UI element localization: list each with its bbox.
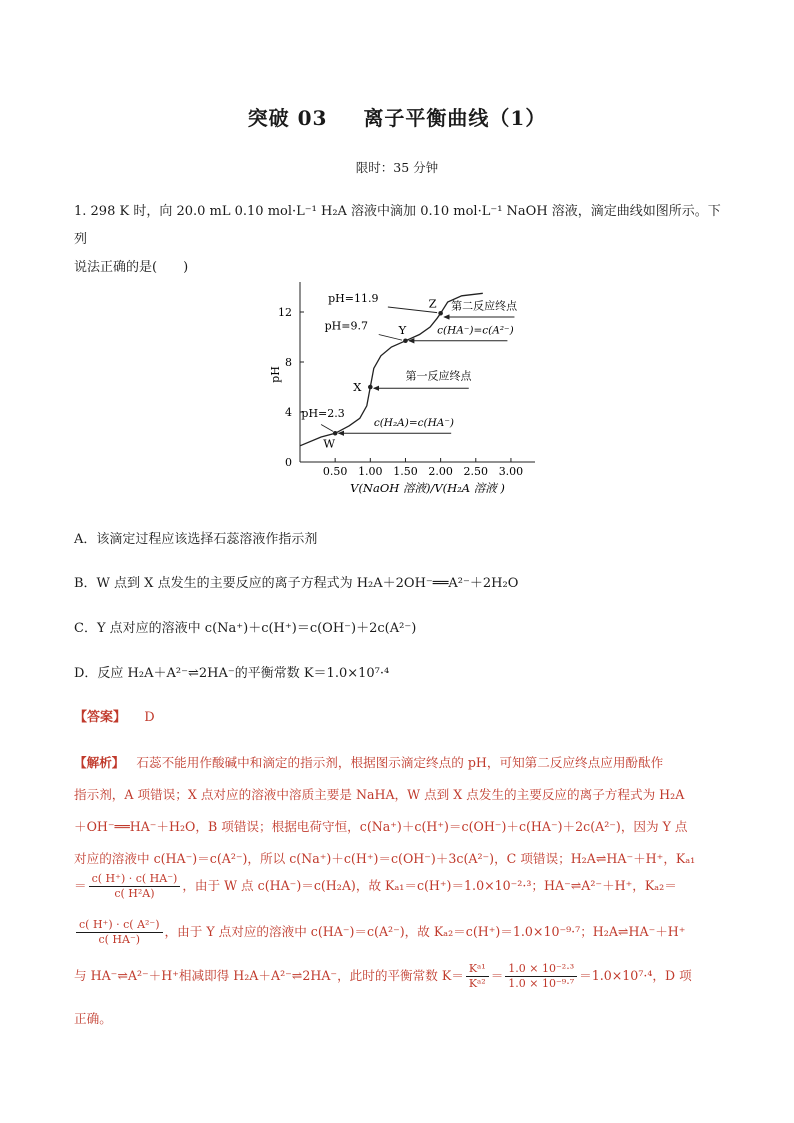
fraction-ka2: $\frac{\text{c( H⁺) · c( A²⁻)}}{c( HA^-)}$ bbox=[76, 918, 163, 947]
annotation-w-equality: c(H₂A)=c(HA⁻) bbox=[373, 416, 455, 429]
question-stem bbox=[74, 198, 724, 282]
option-c: C．Y 点对应的溶液中 c(Na⁺)＋c(H⁺)＝c(OH⁻)＋2c(A²⁻) bbox=[74, 621, 417, 636]
annotation-y-equality: c(HA⁻)=c(A²⁻) bbox=[437, 324, 514, 337]
y-tick-label: 12 bbox=[278, 306, 292, 319]
x-axis-label: V(NaOH 溶液)/V(H₂A 溶液 ) bbox=[350, 481, 505, 495]
analysis-line2: 指示剂，A 项错误；X 点对应的溶液中溶质主要是 NaHA，W 点到 X 点发生的主要反应的离子方程式为 H₂A bbox=[74, 787, 685, 802]
time-limit: 限时：35 分钟 bbox=[355, 160, 439, 175]
analysis-label: 【解析】 bbox=[74, 755, 125, 770]
answer-value: D bbox=[144, 710, 155, 725]
annotation-line-w bbox=[321, 425, 333, 432]
annotation-ph-11-9: pH=11.9 bbox=[328, 292, 379, 305]
x-tick-label: 3.00 bbox=[498, 465, 524, 478]
annotation-first-end: 第一反应终点 bbox=[405, 369, 472, 383]
y-tick-label: 0 bbox=[285, 456, 292, 469]
titration-chart bbox=[270, 280, 540, 500]
titration-chart-svg bbox=[270, 280, 540, 500]
answer-line bbox=[74, 706, 155, 725]
fraction-k-values: $\frac{\text{1.0 × 10⁻²·³}}{\text{1.0 × 10⁻⁹·⁷}}$ bbox=[505, 962, 577, 991]
question-line2: 说法正确的是( ) bbox=[74, 260, 189, 275]
question-line1: 1. 298 K 时，向 20.0 mL 0.10 mol·L⁻¹ H₂A 溶液中滴加 0.10 mol·L⁻¹ NaOH 溶液，滴定曲线如图所示。下列 bbox=[74, 204, 721, 247]
x-tick-label: 2.00 bbox=[428, 465, 453, 478]
analysis-line7: 与 HA⁻⇌A²⁻＋H⁺相减即得 H₂A＋A²⁻⇌2HA⁻，此时的平衡常数 K＝ $\frac{\text{Kᵃ¹}}{\text{Kᵃ²}}$ ＝ $\frac{\text{1.0 × 10⁻²·³}}{\text{1.0 × 10⁻⁹·⁷}}$ ＝1.0×10⁷·⁴，D 项 bbox=[74, 962, 692, 990]
analysis-line4: 对应的溶液中 c(HA⁻)＝c(A²⁻)，所以 c(Na⁺)＋c(H⁺)＝c(OH⁻)＋3c(A²⁻)，C 项错误；H₂A⇌HA⁻＋H⁺，Kₐ₁ bbox=[74, 851, 696, 866]
point-label-x: X bbox=[353, 380, 362, 394]
point-z bbox=[438, 311, 443, 316]
title-part2: 离子平衡曲线（1） bbox=[363, 106, 547, 130]
fraction-k-ratio: $\frac{\text{Kᵃ¹}}{\text{Kᵃ²}}$ bbox=[466, 962, 489, 991]
analysis-line3: ＋OH⁻══HA⁻＋H₂O，B 项错误；根据电荷守恒，c(Na⁺)＋c(H⁺)＝c(OH⁻)＋c(HA⁻)＋2c(A²⁻)，因为 Y 点 bbox=[74, 819, 688, 834]
analysis-line6: $\frac{\text{c( H⁺) · c( A²⁻)}}{c( HA^-)}$ ，由于 Y 点对应的溶液中 c(HA⁻)＝c(A²⁻)，故 Kₐ₂＝c(H⁺)＝1.0×10⁻⁹·⁷；H₂A⇌HA⁻＋H⁺ bbox=[74, 918, 685, 947]
x-tick-label: 1.50 bbox=[393, 465, 418, 478]
point-y bbox=[403, 338, 408, 343]
annotation-ph-9-7: pH=9.7 bbox=[324, 319, 368, 333]
point-label-y: Y bbox=[398, 322, 407, 337]
y-tick-label: 4 bbox=[285, 406, 292, 419]
annotation-ph-2-3: pH=2.3 bbox=[301, 407, 345, 420]
point-label-w: W bbox=[323, 436, 336, 451]
title-part1: 突破 03 bbox=[247, 106, 328, 130]
annotation-second-end: 第二反应终点 bbox=[451, 299, 518, 313]
page-title bbox=[0, 102, 794, 131]
option-a: A．该滴定过程应该选择石蕊溶液作指示剂 bbox=[74, 532, 318, 547]
point-label-z: Z bbox=[428, 296, 437, 311]
x-tick-label: 1.00 bbox=[358, 465, 383, 478]
point-w bbox=[333, 431, 338, 436]
y-axis-label: pH bbox=[270, 366, 282, 383]
analysis-line5: ＝ $\frac{c( H^+) \cdot c( HA^-)}{\text{c( H²A)}}$ ，由于 W 点 c(HA⁻)＝c(H₂A)，故 Kₐ₁＝c(H⁺)＝1.0×10⁻²·³；HA⁻⇌A²⁻＋H⁺，Kₐ₂＝ bbox=[74, 872, 677, 900]
option-d: D．反应 H₂A＋A²⁻⇌2HA⁻的平衡常数 K＝1.0×10⁷·⁴ bbox=[74, 666, 390, 681]
fraction-ka1: $\frac{c( H^+) \cdot c( HA^-)}{\text{c( H²A)}}$ bbox=[89, 872, 181, 901]
answer-label: 【答案】 bbox=[74, 710, 127, 725]
x-tick-label: 0.50 bbox=[322, 465, 348, 478]
y-tick-label: 8 bbox=[285, 356, 292, 369]
point-x bbox=[368, 385, 373, 390]
option-b: B．W 点到 X 点发生的主要反应的离子方程式为 H₂A＋2OH⁻══A²⁻＋2H₂O bbox=[74, 576, 519, 591]
x-tick-label: 2.50 bbox=[463, 465, 489, 478]
analysis-line1: 【解析】 石蕊不能用作酸碱中和滴定的指示剂，根据图示滴定终点的 pH，可知第二反应终点应用酚酞作 bbox=[74, 755, 664, 770]
analysis-line8: 正确。 bbox=[74, 1011, 112, 1026]
